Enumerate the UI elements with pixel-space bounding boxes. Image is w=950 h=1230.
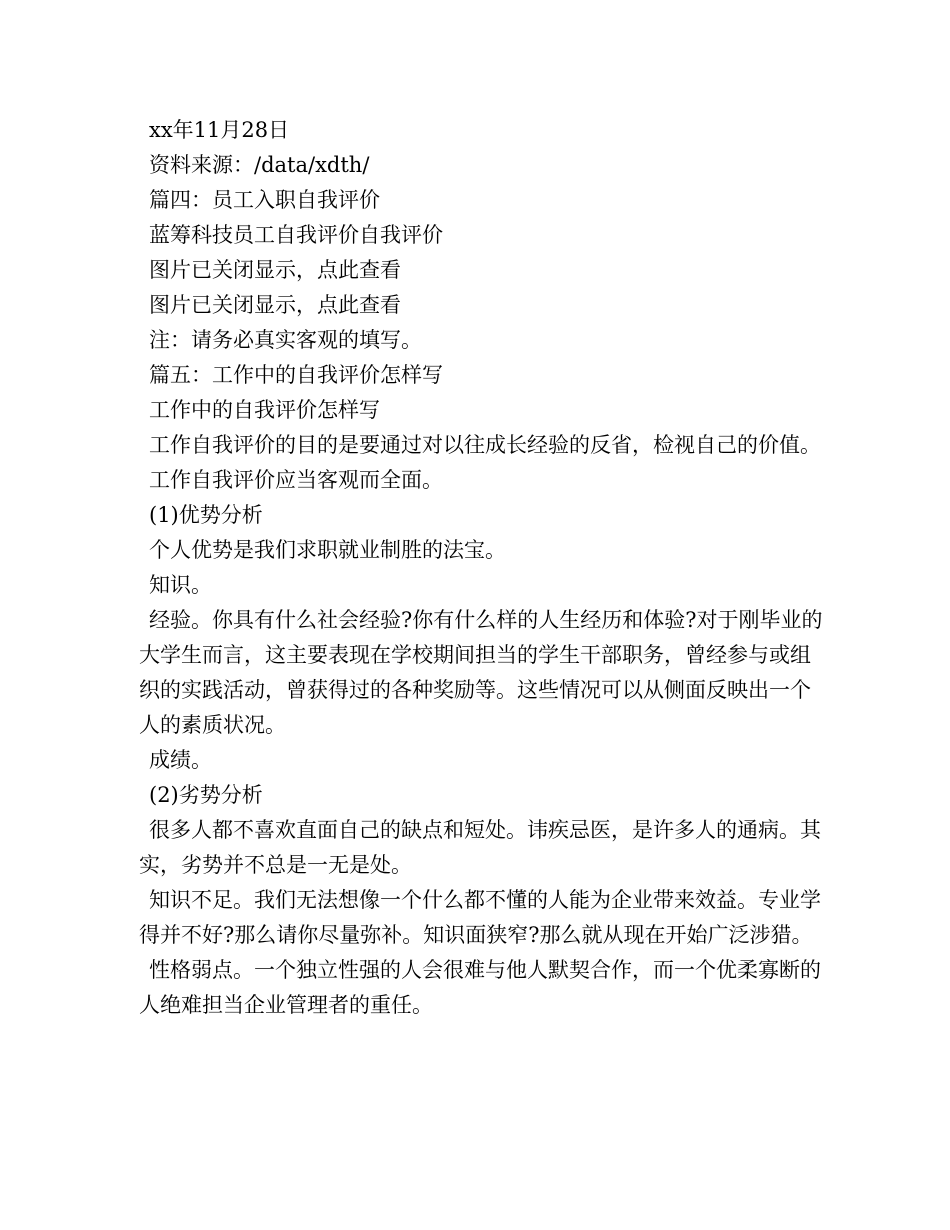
image-placeholder-link[interactable]: 图片已关闭显示，点此查看 [149,258,401,282]
paragraph: 工作中的自我评价怎样写 [149,398,380,422]
note-line: 注：请务必真实客观的填写。 [149,328,422,352]
subheading: (2)劣势分析 [149,783,263,807]
paragraph: 知识不足。我们无法想像一个什么都不懂的人能为企业带来效益。专业学得并不好?那么请你尽量弥补。知识面狭窄?那么就从现在开始广泛涉猎。 [139,888,821,947]
date-line: xx年11月28日 [149,118,290,142]
section-heading: 篇四：员工入职自我评价 [149,188,380,212]
paragraph: 个人优势是我们求职就业制胜的法宝。 [149,538,506,562]
paragraph: 很多人都不喜欢直面自己的缺点和短处。讳疾忌医，是许多人的通病。其实，劣势并不总是一无是处。 [139,818,821,877]
paragraph: 知识。 [149,573,212,597]
subheading: (1)优势分析 [149,503,263,527]
paragraph: 蓝筹科技员工自我评价自我评价 [149,223,443,247]
source-line: 资料来源：/data/xdth/ [149,153,370,177]
paragraph: 工作自我评价的目的是要通过对以往成长经验的反省，检视自己的价值。 [149,433,821,457]
paragraph: 经验。你具有什么社会经验?你有什么样的人生经历和体验?对于刚毕业的大学生而言，这主要表现在学校期间担当的学生干部职务，曾经参与或组织的实践活动，曾获得过的各种奖励等。这些情况可以从侧面反映出一个人的素质状况。 [139,608,823,737]
section-heading: 篇五：工作中的自我评价怎样写 [149,363,443,387]
image-placeholder-link[interactable]: 图片已关闭显示，点此查看 [149,293,401,317]
paragraph: 工作自我评价应当客观而全面。 [149,468,443,492]
paragraph: 性格弱点。一个独立性强的人会很难与他人默契合作，而一个优柔寡断的人绝难担当企业管理者的重任。 [139,958,821,1017]
document-body [139,113,829,1023]
paragraph: 成绩。 [149,748,212,772]
